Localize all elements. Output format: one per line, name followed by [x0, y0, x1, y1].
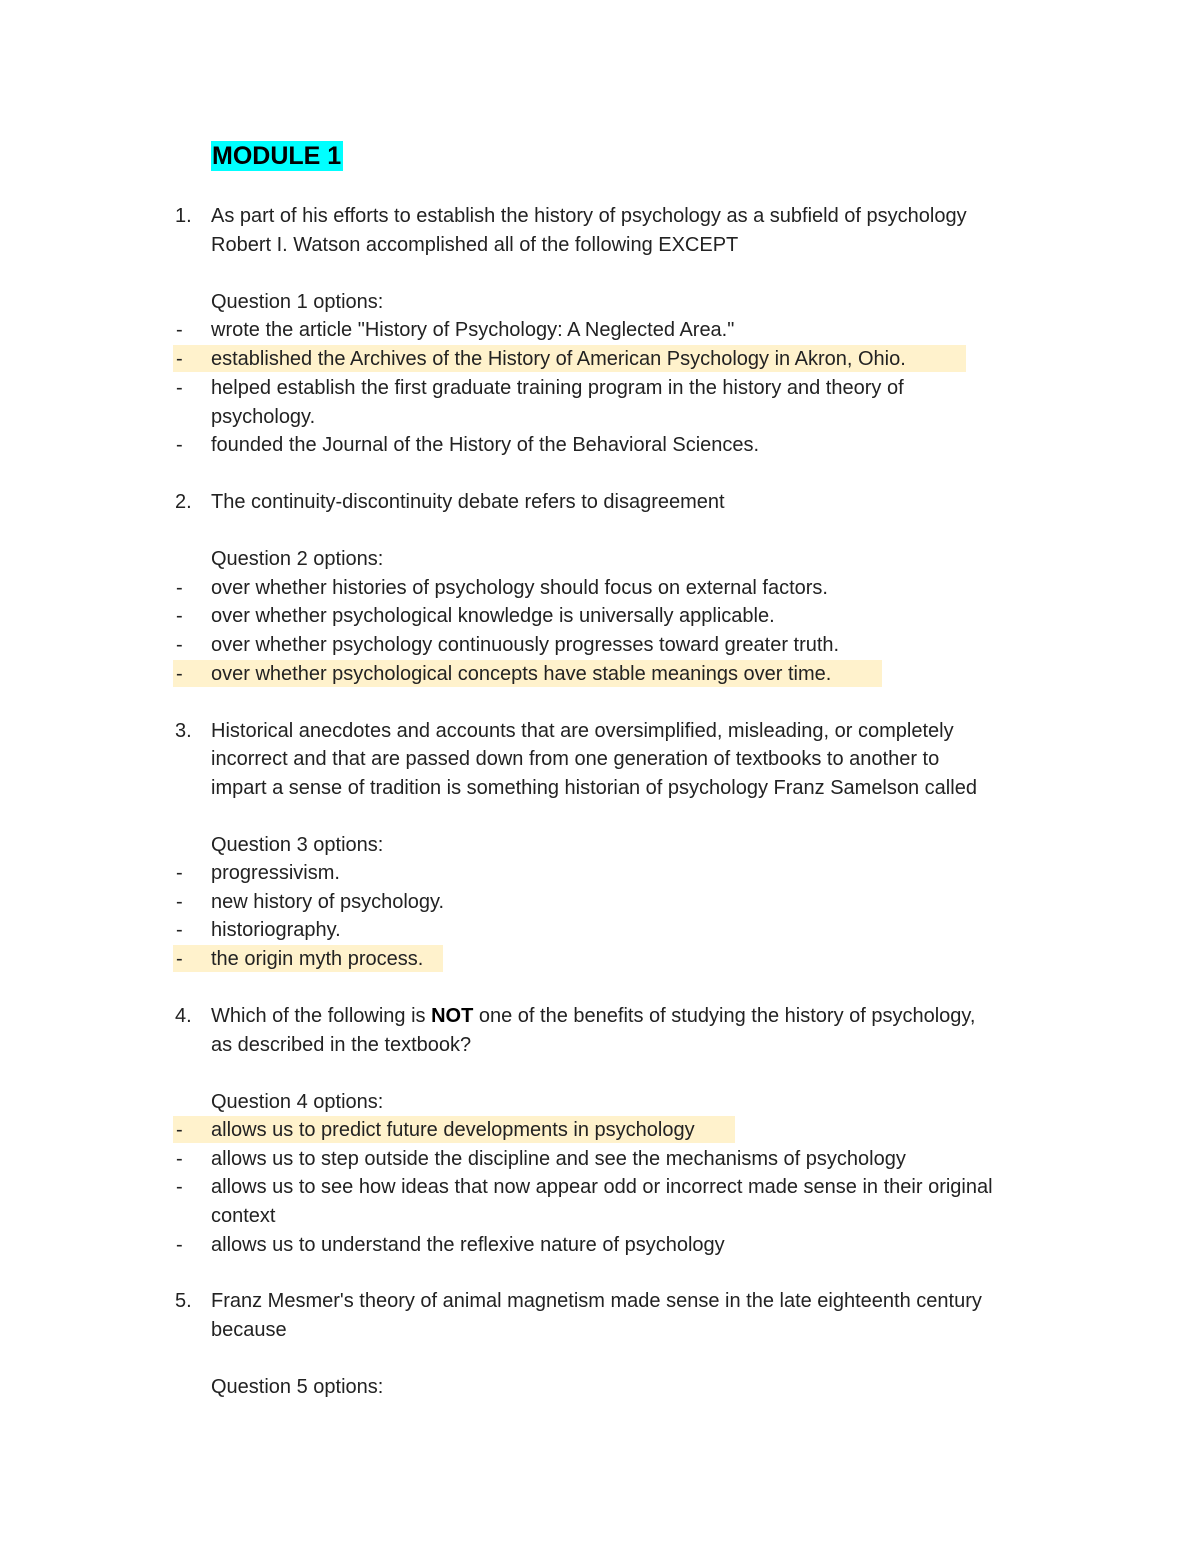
option-text: allows us to step outside the discipline and see the mechanisms of psychology	[211, 1148, 906, 1170]
option-text: allows us to predict future developments in psychology	[211, 1119, 695, 1141]
question-text-after: one of the benefits of studying the history of psychology,	[473, 1005, 976, 1027]
option-text: over whether psychology continuously progresses toward greater truth.	[211, 634, 840, 656]
option-text: allows us to see how ideas that now appear odd or incorrect made sense in their original	[211, 1176, 993, 1198]
option-text: founded the Journal of the History of the Behavioral Sciences.	[211, 434, 760, 456]
option-text: over whether psychological concepts have stable meanings over time.	[211, 663, 832, 685]
option-text: historiography.	[211, 919, 341, 941]
bullet: -	[176, 919, 183, 941]
option-text: context	[211, 1205, 276, 1227]
bullet: -	[176, 634, 183, 656]
options-label: Question 3 options:	[211, 834, 384, 856]
options-label: Question 4 options:	[211, 1091, 384, 1113]
bullet: -	[176, 348, 183, 370]
question-text-line: as described in the textbook?	[211, 1034, 472, 1056]
question-text-line: The continuity-discontinuity debate refers to disagreement	[211, 491, 725, 513]
question-number: 2.	[175, 491, 192, 513]
bullet: -	[176, 605, 183, 627]
bullet: -	[176, 1176, 183, 1198]
option-text: psychology.	[211, 406, 316, 428]
question-number: 1.	[175, 205, 192, 227]
option-text: the origin myth process.	[211, 948, 424, 970]
question-number: 3.	[175, 720, 192, 742]
bullet: -	[176, 577, 183, 599]
bullet: -	[176, 663, 183, 685]
option-text: established the Archives of the History of American Psychology in Akron, Ohio.	[211, 348, 906, 370]
bullet: -	[176, 377, 183, 399]
options-label: Question 1 options:	[211, 291, 384, 313]
bullet: -	[176, 1119, 183, 1141]
question-text-line: incorrect and that are passed down from one generation of textbooks to another to	[211, 748, 940, 770]
bullet: -	[176, 948, 183, 970]
question-text-before: Which of the following is	[211, 1005, 432, 1027]
option-text: progressivism.	[211, 862, 340, 884]
question-number: 4.	[175, 1005, 192, 1027]
option-text: allows us to understand the reflexive nature of psychology	[211, 1234, 725, 1256]
question-text-line: As part of his efforts to establish the history of psychology as a subfield of psychology	[211, 205, 967, 227]
bullet: -	[176, 862, 183, 884]
options-label: Question 5 options:	[211, 1376, 384, 1398]
question-text-emphasis: NOT	[431, 1005, 474, 1027]
question-text-line	[211, 1004, 976, 1028]
question-text-line: impart a sense of tradition is something historian of psychology Franz Samelson called	[211, 777, 977, 799]
bullet: -	[176, 319, 183, 341]
bullet: -	[176, 434, 183, 456]
option-text: helped establish the first graduate training program in the history and theory of	[211, 377, 904, 399]
option-text: wrote the article "History of Psychology: A Neglected Area."	[211, 319, 735, 341]
question-text-line: Historical anecdotes and accounts that are oversimplified, misleading, or completely	[211, 720, 954, 742]
question-text-line: Franz Mesmer's theory of animal magnetism made sense in the late eighteenth century	[211, 1290, 982, 1312]
question-text-line: because	[211, 1319, 287, 1341]
bullet: -	[176, 1234, 183, 1256]
question-number: 5.	[175, 1290, 192, 1312]
question-text-line: Robert I. Watson accomplished all of the following EXCEPT	[211, 234, 739, 256]
option-text: new history of psychology.	[211, 891, 445, 913]
module-title: MODULE 1	[212, 142, 342, 170]
option-text: over whether psychological knowledge is universally applicable.	[211, 605, 775, 627]
bullet: -	[176, 1148, 183, 1170]
option-text: over whether histories of psychology should focus on external factors.	[211, 577, 828, 599]
bullet: -	[176, 891, 183, 913]
options-label: Question 2 options:	[211, 548, 384, 570]
